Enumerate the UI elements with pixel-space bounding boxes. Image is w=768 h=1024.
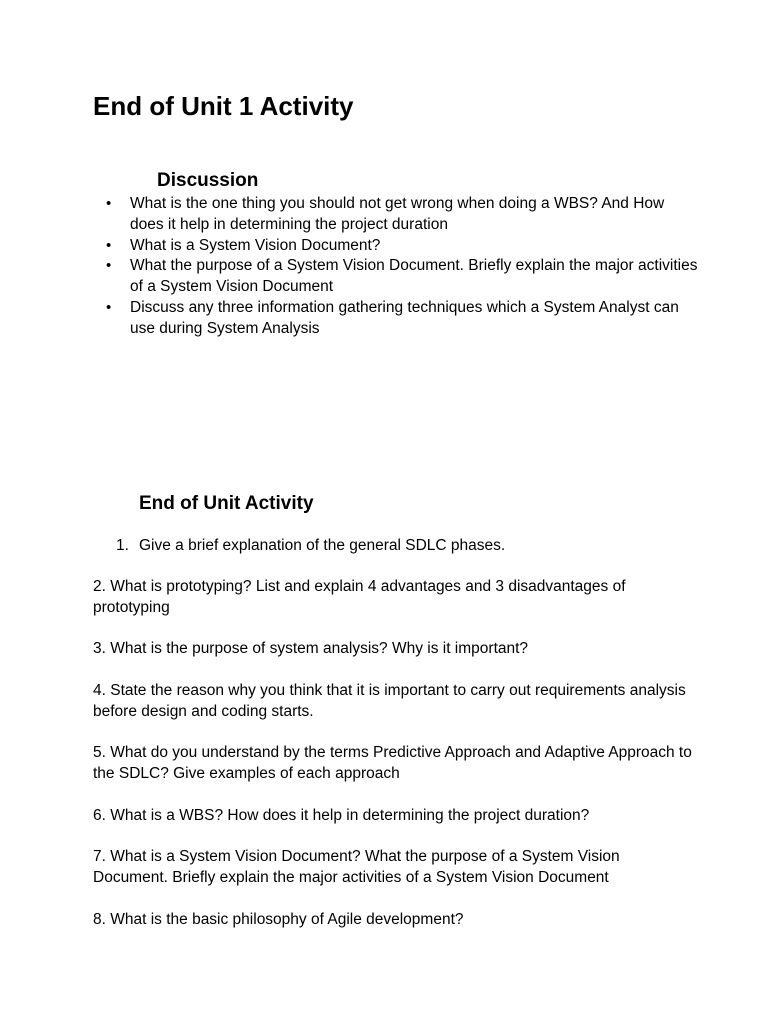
activity-question-1 [116,536,505,557]
discussion-item-text: Discuss any three information gathering techniques which a System Analyst can use during System Analysis [130,298,679,337]
bullet-icon: • [106,257,112,275]
bullet-icon: • [106,298,112,316]
question-number: 1. [116,537,129,554]
bullet-icon: • [106,236,112,254]
discussion-heading: Discussion [157,170,259,191]
discussion-item-text: What is a System Vision Document? [130,236,381,254]
discussion-item [106,256,700,298]
discussion-item [106,236,700,257]
activity-question: 3. What is the purpose of system analysis? Why is it important? [93,640,529,658]
discussion-item [106,194,700,236]
activity-question: 6. What is a WBS? How does it help in determining the project duration? [93,806,590,824]
activity-questions [93,577,693,951]
activity-heading: End of Unit Activity [139,493,314,514]
activity-question: 4. State the reason why you think that it is important to carry out requirements analysis before design and coding starts. [93,681,686,720]
activity-question: 7. What is a System Vision Document? What the purpose of a System Vision Document. Briefly explain the major activities of a System Vision Document [93,848,620,887]
activity-question: 8. What is the basic philosophy of Agile development? [93,910,464,928]
document-title: End of Unit 1 Activity [93,91,354,121]
discussion-item-text: What the purpose of a System Vision Document. Briefly explain the major activities of a System Vision Document [130,257,698,296]
activity-question: 5. What do you understand by the terms Predictive Approach and Adaptive Approach to the SDLC? Give examples of each approach [93,744,692,783]
discussion-item [106,298,700,340]
discussion-list [106,194,700,340]
discussion-item-text: What is the one thing you should not get wrong when doing a WBS? And How does it help in determining the project duration [130,195,665,233]
bullet-icon: • [106,195,112,212]
activity-question: 2. What is prototyping? List and explain 4 advantages and 3 disadvantages of prototyping [93,578,626,616]
question-text: Give a brief explanation of the general SDLC phases. [139,537,506,554]
